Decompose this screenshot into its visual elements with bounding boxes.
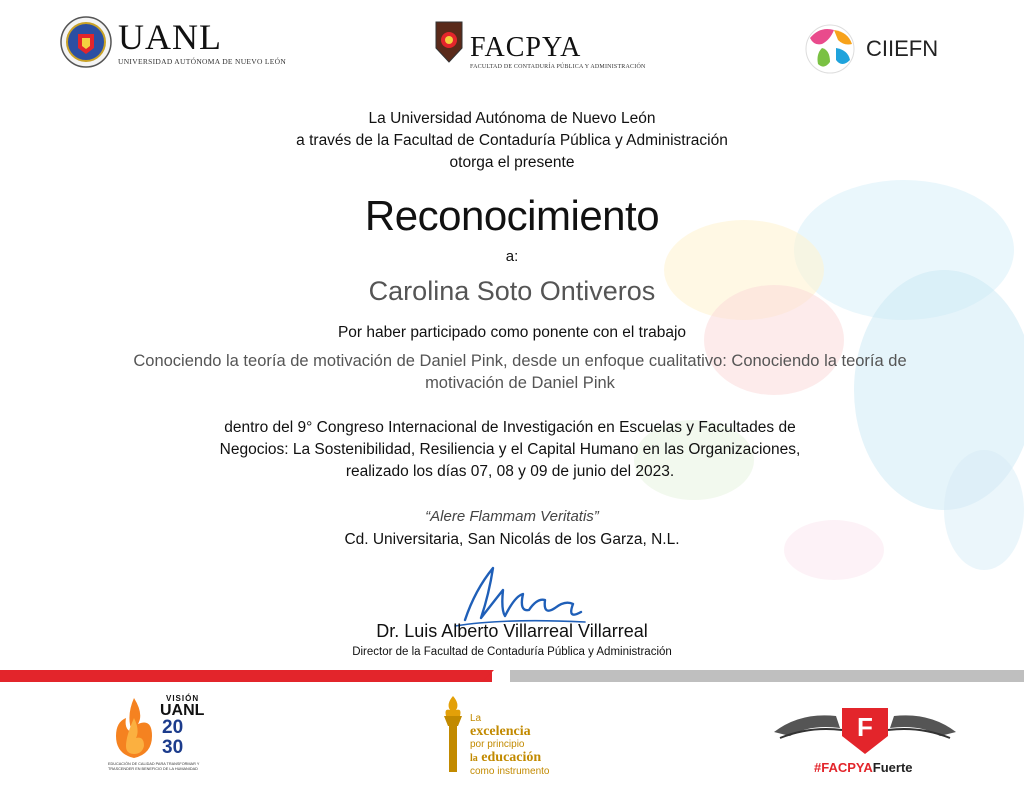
- torch-line-5: como instrumento: [470, 766, 550, 777]
- globe-icon: [800, 20, 860, 78]
- facpya-logo: [432, 14, 646, 70]
- motto: “Alere Flammam Veritatis”: [425, 508, 599, 525]
- torch-line-2: excelencia: [470, 724, 531, 739]
- torch-icon: [440, 694, 466, 774]
- facpya-subtitle: FACULTAD DE CONTADURÍA PÚBLICA Y ADMINISTRACIÓN: [470, 64, 646, 70]
- intro-line-1: La Universidad Autónoma de Nuevo León: [368, 110, 656, 127]
- flame-icon: [108, 696, 160, 762]
- congress-line-3: realizado los días 07, 08 y 09 de junio del 2023.: [345, 463, 675, 480]
- red-stripe: [0, 670, 492, 682]
- intro-line-2: a través de la Facultad de Contaduría Pública y Administración: [296, 132, 728, 149]
- facpya-wordmark: FACPYA: [470, 32, 582, 63]
- work-title: Conociendo la teoría de motivación de Daniel Pink, desde un enfoque cualitativo: Conociendo la teoría de motivación de Daniel Pink: [133, 352, 907, 392]
- signer-role: Director de la Facultad de Contaduría Pública y Administración: [352, 646, 672, 658]
- gray-stripe: [510, 670, 1024, 682]
- recipient-name: Carolina Soto Ontiveros: [368, 276, 656, 306]
- reason-text: Por haber participado como ponente con el trabajo: [337, 324, 687, 341]
- vision-fine-print: EDUCACIÓN DE CALIDAD PARA TRANSFORMAR Y TRASCENDER EN BENEFICIO DE LA HUMANIDAD: [108, 762, 200, 771]
- vision-year: [162, 718, 183, 758]
- certificate-title: Reconocimiento: [364, 192, 660, 239]
- vision-year-top: 20: [162, 717, 184, 738]
- ciiefn-wordmark: CIIEFN: [866, 36, 939, 61]
- place: Cd. Universitaria, San Nicolás de los Garza, N.L.: [344, 531, 680, 548]
- intro-text: [0, 108, 1024, 174]
- signer-name: Dr. Luis Alberto Villarreal Villarreal: [376, 621, 648, 641]
- ciiefn-logo: [800, 20, 938, 78]
- vision-uanl-2030-logo: [108, 694, 228, 778]
- vision-label: VISIÓN: [166, 694, 200, 703]
- svg-text:F: F: [857, 712, 873, 742]
- torch-line-3: por principio: [470, 739, 525, 750]
- uanl-seal-icon: [60, 14, 112, 70]
- congress-line-1: dentro del 9° Congreso Internacional de Investigación en Escuelas y Facultades de: [224, 419, 796, 436]
- uanl-wordmark: UANL: [118, 16, 222, 57]
- vision-year-bottom: 30: [162, 737, 184, 758]
- excelencia-logo: [440, 694, 580, 778]
- to-label: a:: [505, 248, 519, 265]
- congress-text: [200, 417, 820, 483]
- facpya-fuerte-emblem-icon: [770, 702, 960, 758]
- torch-line-4: la educación: [470, 750, 542, 765]
- facpya-fuerte-logo: [770, 702, 960, 782]
- torch-line-1: La: [470, 713, 482, 724]
- facpya-shield-icon: [432, 18, 466, 66]
- intro-line-3: otorga el presente: [449, 154, 575, 171]
- uanl-logo: [60, 14, 286, 70]
- red-stripe-tip: [482, 670, 494, 682]
- facpya-fuerte-hashtag: #FACPYAFuerte: [814, 760, 913, 775]
- uanl-subtitle: UNIVERSIDAD AUTÓNOMA DE NUEVO LEÓN: [118, 56, 287, 66]
- congress-line-2: Negocios: La Sostenibilidad, Resiliencia y el Capital Humano en las Organizaciones,: [219, 441, 801, 458]
- vision-org: UANL: [160, 702, 205, 719]
